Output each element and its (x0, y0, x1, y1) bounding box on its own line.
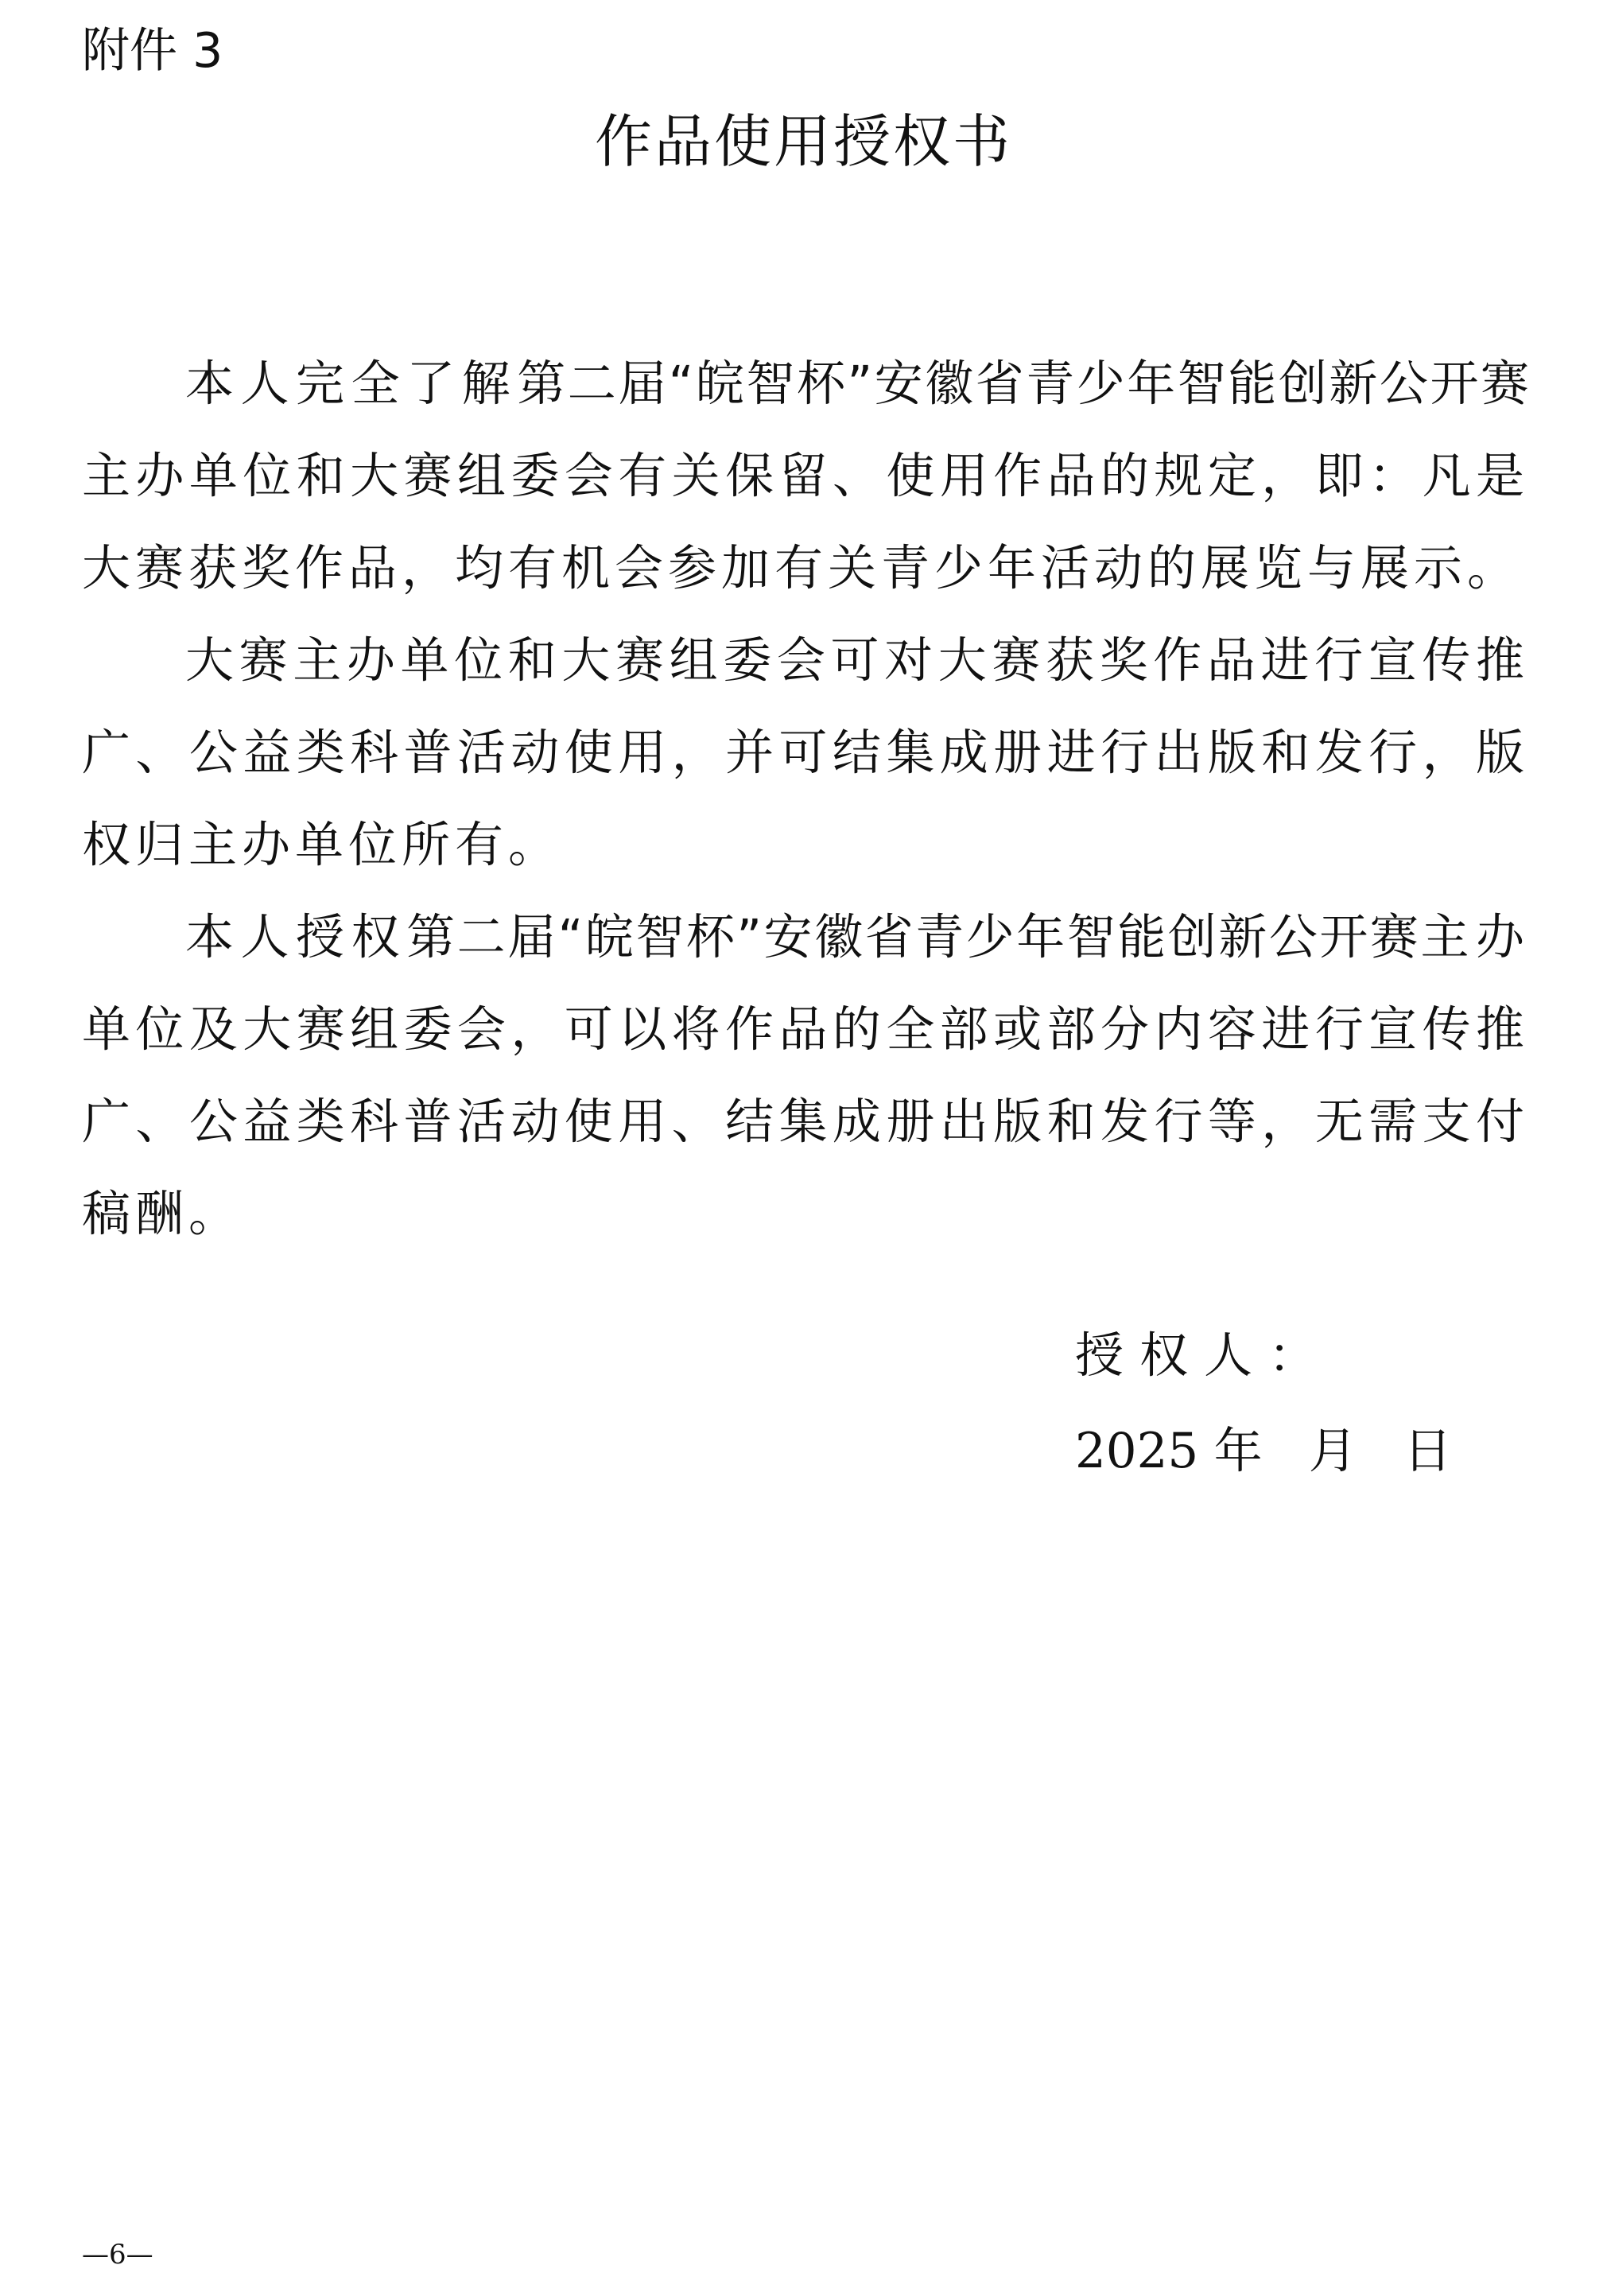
paragraph-suffix: 主办单位和大赛组委会有关保留、使用作品的规定，即：凡是大赛获奖作品，均有机会参加有关青少年活动的展览与展示。 (82, 448, 1529, 596)
attachment-label: 附件 3 (82, 23, 223, 79)
page-number: —6— (82, 2239, 153, 2271)
signature-date: 2025 年 月 日 (1075, 1423, 1452, 1479)
document-title: 作品使用授权书 (594, 108, 1012, 175)
paragraph-prefix: 本人授权 (185, 909, 407, 965)
paragraph-prefix: 本人完全了解 (185, 355, 518, 412)
authorizer-label: 授权人： (1075, 1327, 1333, 1384)
paragraph-authorization (82, 892, 1529, 1261)
paragraph-understanding (82, 338, 1529, 615)
paragraph-usage-rights: 大赛主办单位和大赛组委会可对大赛获奖作品进行宣传推广、公益类科普活动使用，并可结集成册进行出版和发行，版权归主办单位所有。 (82, 632, 1529, 873)
competition-name: 第二届“皖智杯”安徽省青少年智能创新公开赛 (517, 355, 1529, 412)
paragraph-suffix: 主办单位及大赛组委会，可以将作品的全部或部分内容进行宣传推广、公益类科普活动使用、结集成册出版和发行等，无需支付稿酬。 (82, 909, 1529, 1242)
competition-name: 第二届“皖智杯”安徽省青少年智能创新公开赛 (406, 909, 1421, 965)
